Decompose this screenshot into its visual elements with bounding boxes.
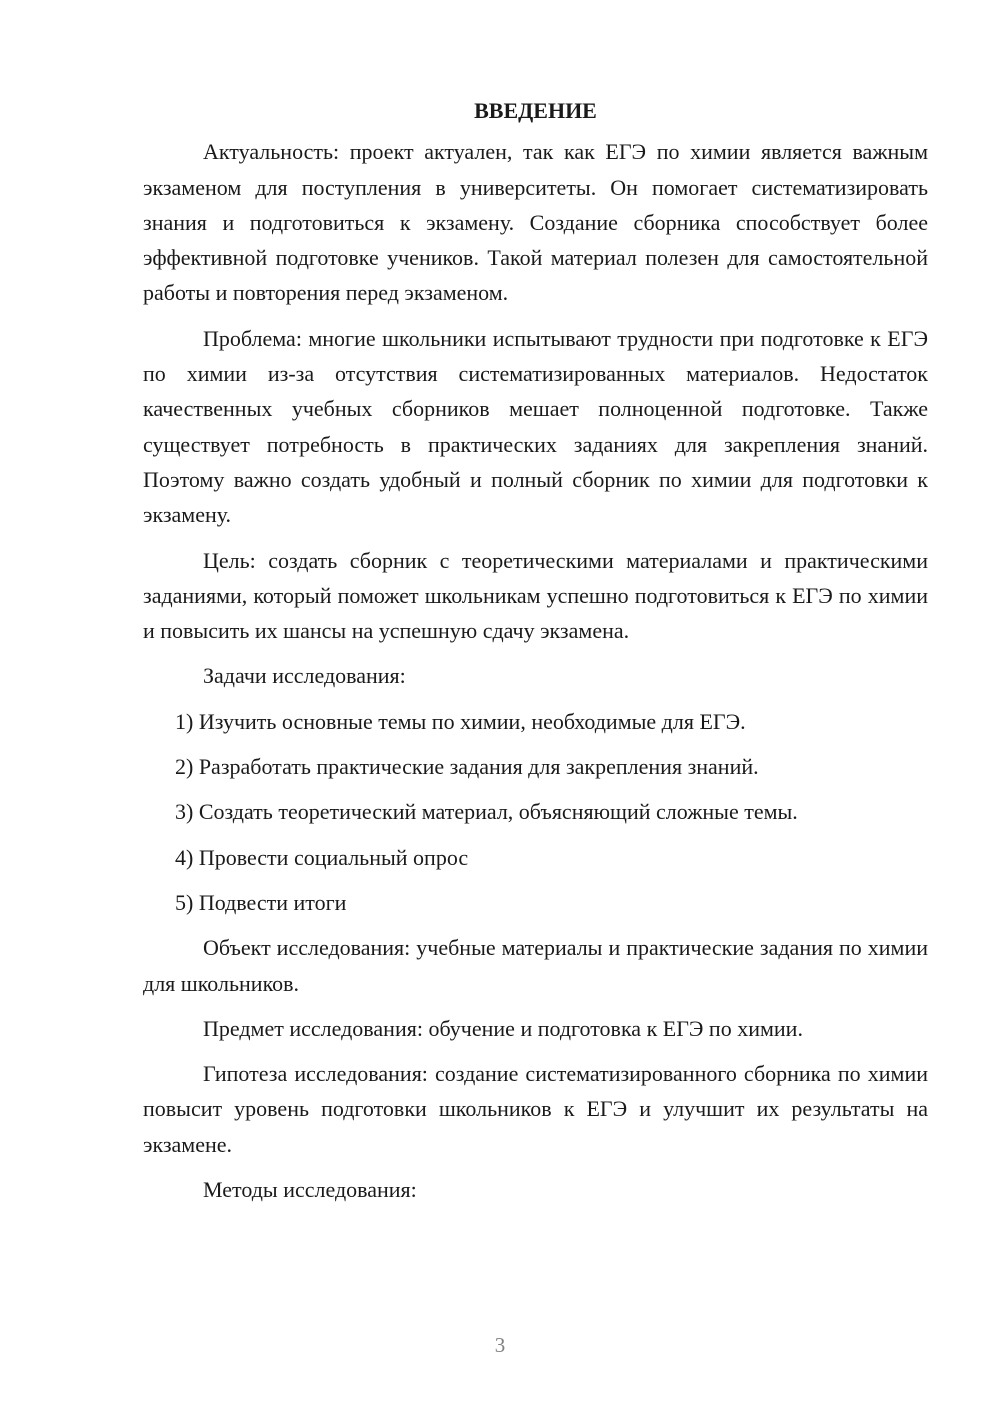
object-paragraph: Объект исследования: учебные материалы и практические задания по химии для школьников. xyxy=(143,935,928,996)
goal-paragraph: Цель: создать сборник с теоретическими материалами и практическими заданиями, который поможет школьникам успешно подготовиться к ЕГЭ по химии и повысить их шансы на успешную сдачу экзамена. xyxy=(143,547,928,644)
methods-label: Методы исследования: xyxy=(203,1177,417,1203)
tasks-label: Задачи исследования: xyxy=(203,663,406,689)
problem-paragraph: Проблема: многие школьники испытывают трудности при подготовке к ЕГЭ по химии из-за отсутствия систематизированных материалов. Недостаток качественных учебных сборников мешает полноценной подготовке. Также существует потребность в практических заданиях для закрепления знаний. Поэтому важно создать удобный и полный сборник по химии для подготовки к экзамену. xyxy=(143,325,928,528)
tasks-list xyxy=(143,704,928,920)
subject-paragraph: Предмет исследования: обучение и подготовка к ЕГЭ по химии. xyxy=(203,1015,803,1041)
list-item: 3) Создать теоретический материал, объясняющий сложные темы. xyxy=(175,799,798,825)
list-item: 1) Изучить основные темы по химии, необходимые для ЕГЭ. xyxy=(175,708,746,734)
hypothesis-paragraph: Гипотеза исследования: создание систематизированного сборника по химии повысит уровень подготовки школьников к ЕГЭ и улучшит их результаты на экзамене. xyxy=(143,1061,928,1157)
section-heading: ВВЕДЕНИЕ xyxy=(474,98,597,123)
page-body xyxy=(143,90,928,1217)
page-number: 3 xyxy=(494,1333,506,1357)
list-item: 2) Разработать практические задания для закрепления знаний. xyxy=(175,754,759,780)
list-item: 5) Подвести итоги xyxy=(175,889,347,915)
list-item: 4) Провести социальный опрос xyxy=(175,844,469,870)
relevance-paragraph: Актуальность: проект актуален, так как ЕГЭ по химии является важным экзаменом для поступления в университеты. Он помогает систематизировать знания и подготовиться к экзамену. Создание сборника способствует более эффективной подготовке учеников. Такой материал полезен для самостоятельной работы и повторения перед экзаменом. xyxy=(143,139,928,306)
